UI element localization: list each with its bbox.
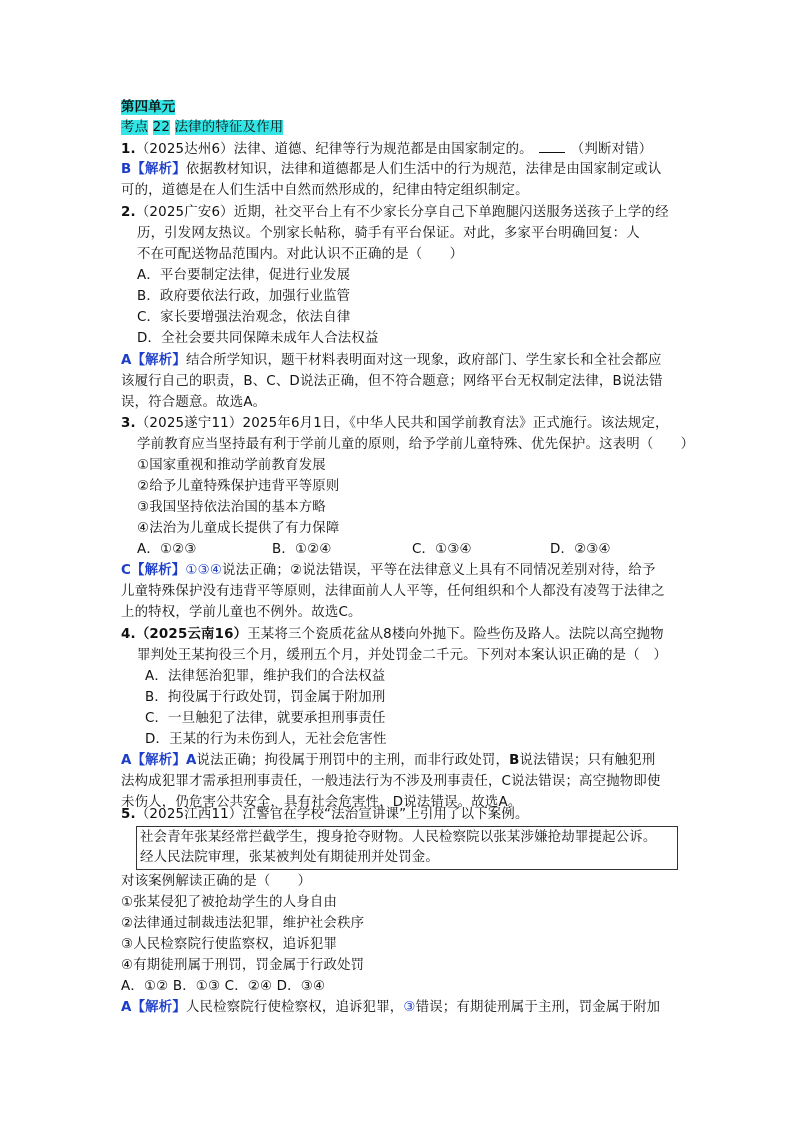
q1-stem: 1.（2025达州6）法律、道德、纪律等行为规范都是由国家制定的。 （判断对错） bbox=[121, 139, 652, 159]
answer-blank bbox=[539, 139, 565, 153]
q3-explanation-2: 儿童特殊保护没有违背平等原则，法律面前人人平等，任何组织和个人都没有凌驾于法律之 bbox=[121, 584, 665, 599]
q4-explanation-2: 法构成犯罪才需承担刑事责任，一般违法行为不涉及刑事责任，C说法错误；高空抛物即使 bbox=[121, 774, 661, 789]
q3-explanation-3: 上的特权，学前儿童也不例外。故选C。 bbox=[121, 605, 362, 620]
case-line-2: 经人民法院审理，张某被判处有期徒刑并处罚金。 bbox=[140, 850, 439, 865]
q5-statement-2: ②法律通过制裁违法犯罪，维护社会秩序 bbox=[121, 916, 365, 931]
q4-stem-2: 罪判处王某拘役三个月，缓刑五个月，并处罚金二千元。下列对本案认识正确的是（ ） bbox=[137, 648, 668, 663]
topic-heading: 考点 22 法律的特征及作用 bbox=[121, 120, 284, 135]
q2-option-a: A．平台要制定法律，促进行业发展 bbox=[137, 268, 351, 283]
q2-explanation-2: 该履行自己的职责，B、C、D说法正确，但不符合题意；网络平台无权制定法律，B说法错 bbox=[121, 374, 663, 389]
q4-explanation-3: 未伤人，仍危害公共安全，具有社会危害性，D说法错误。故选A。 bbox=[121, 795, 522, 810]
q5-statement-3: ③人民检察院行使监察权，追诉犯罪 bbox=[121, 937, 338, 952]
q3-option-a: A．①②③ bbox=[137, 542, 197, 557]
q2-explanation-3: 误，符合题意。故选A。 bbox=[121, 395, 267, 410]
q3-option-b: B．①②④ bbox=[272, 542, 332, 557]
q1-explanation: B【解析】依据教材知识，法律和道德都是人们生活中的行为规范，法律是由国家制定或认 bbox=[121, 162, 662, 177]
q4-explanation: A【解析】A说法正确；拘役属于刑罚中的主刑，而非行政处罚，B说法错误；只有触犯刑 bbox=[121, 753, 656, 768]
q3-stem: 3.（2025遂宁11）2025年6月1日，《中华人民共和国学前教育法》正式施行。该法规定， bbox=[121, 416, 669, 431]
q3-statement-1: ①国家重视和推动学前教育发展 bbox=[137, 458, 326, 473]
q2-stem: 2.（2025广安6）近期，社交平台上有不少家长分享自己下单跑腿闪送服务送孩子上学的经 bbox=[121, 205, 669, 220]
q2-explanation: A【解析】结合所学知识，题干材料表明面对这一现象，政府部门、学生家长和全社会都应 bbox=[121, 353, 662, 368]
q5-stem: 5.（2025江西11）江警官在学校“法治宣讲课”上引用了以下案例。 bbox=[121, 807, 529, 822]
q4-option-b: B．拘役属于行政处罚，罚金属于附加刑 bbox=[145, 690, 386, 705]
q2-option-c: C．家长要增强法治观念，依法自律 bbox=[137, 310, 351, 325]
q3-option-d: D．②③④ bbox=[550, 542, 611, 557]
q3-option-c: C．①③④ bbox=[412, 542, 472, 557]
q4-stem: 4.（2025云南16）王某将三个瓷质花盆从8楼向外抛下。险些伤及路人。法院以高空抛物 bbox=[121, 627, 664, 642]
q1-explanation-2: 可的，道德是在人们生活中自然而然形成的，纪律由特定组织制定。 bbox=[121, 183, 529, 198]
q3-explanation: C【解析】①③④说法正确；②说法错误，平等在法律意义上具有不同情况差别对待，给予 bbox=[121, 563, 656, 578]
q5-options: A．①② B．①③ C．②④ D．③④ bbox=[121, 979, 326, 994]
q4-option-d: D．王某的行为未伤到人，无社会危害性 bbox=[145, 732, 387, 747]
q2-stem-2: 历，引发网友热议。个别家长帖称，骑手有平台保证。对此，多家平台明确回复：人 bbox=[137, 226, 640, 241]
q3-statement-2: ②给予儿童特殊保护违背平等原则 bbox=[137, 479, 340, 494]
q2-stem-3: 不在可配送物品范围内。对此认识不正确的是（ ） bbox=[137, 247, 464, 262]
q5-ask: 对该案例解读正确的是（ ） bbox=[121, 874, 312, 889]
q3-statement-4: ④法治为儿童成长提供了有力保障 bbox=[137, 521, 340, 536]
q2-option-d: D．全社会要共同保障未成年人合法权益 bbox=[137, 331, 379, 346]
unit-title: 第四单元 bbox=[121, 100, 176, 115]
q5-statement-4: ④有期徒刑属于刑罚，罚金属于行政处罚 bbox=[121, 958, 365, 973]
q2-option-b: B．政府要依法行政，加强行业监管 bbox=[137, 289, 351, 304]
case-line-1: 社会青年张某经常拦截学生，搜身抢夺财物。人民检察院以张某涉嫌抢劫罪提起公诉。 bbox=[140, 830, 657, 845]
q5-explanation: A【解析】人民检察院行使检察权，追诉犯罪，③错误；有期徒刑属于主刑，罚金属于附加 bbox=[121, 1000, 661, 1015]
q4-option-a: A．法律惩治犯罪，维护我们的合法权益 bbox=[145, 669, 386, 684]
q5-statement-1: ①张某侵犯了被抢劫学生的人身自由 bbox=[121, 895, 338, 910]
q3-statement-3: ③我国坚持依法治国的基本方略 bbox=[137, 500, 326, 515]
q3-stem-2: 学前教育应当坚持最有利于学前儿童的原则，给予学前儿童特殊、优先保护。这表明（ ） bbox=[137, 437, 695, 452]
q4-option-c: C．一旦触犯了法律，就要承担刑事责任 bbox=[145, 711, 386, 726]
